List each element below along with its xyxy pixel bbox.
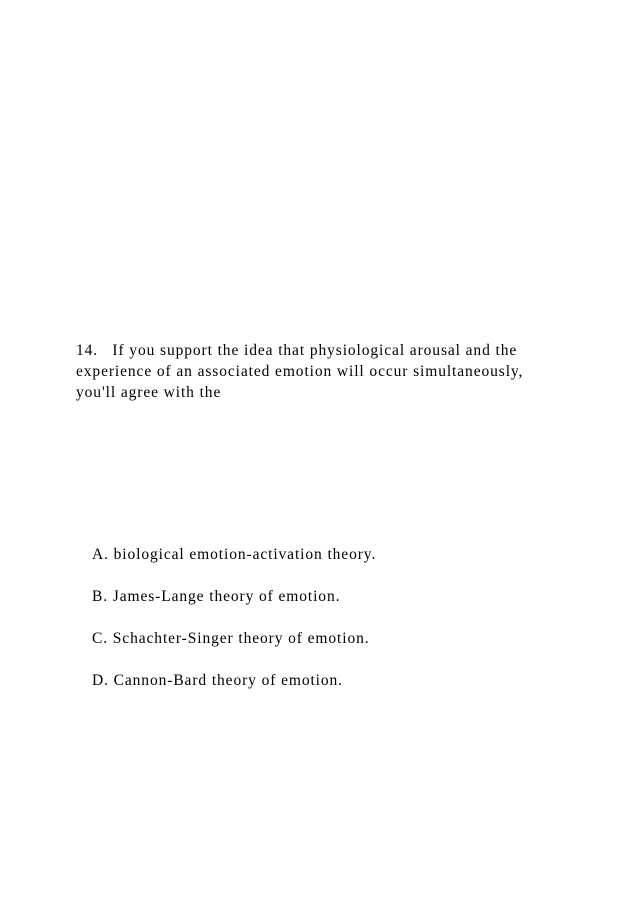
question-line-2: experience of an associated emotion will occur simultaneously, [76, 363, 524, 380]
option-c: C. Schachter-Singer theory of emotion. [92, 630, 370, 647]
option-d: D. Cannon-Bard theory of emotion. [92, 672, 343, 689]
question-line-3: you'll agree with the [76, 384, 222, 401]
option-b: B. James-Lange theory of emotion. [92, 588, 341, 605]
question-line-1: 14. If you support the idea that physiological arousal and the [76, 342, 518, 359]
question-text [76, 340, 596, 403]
answer-options [92, 544, 592, 712]
option-a: A. biological emotion-activation theory. [92, 546, 377, 563]
